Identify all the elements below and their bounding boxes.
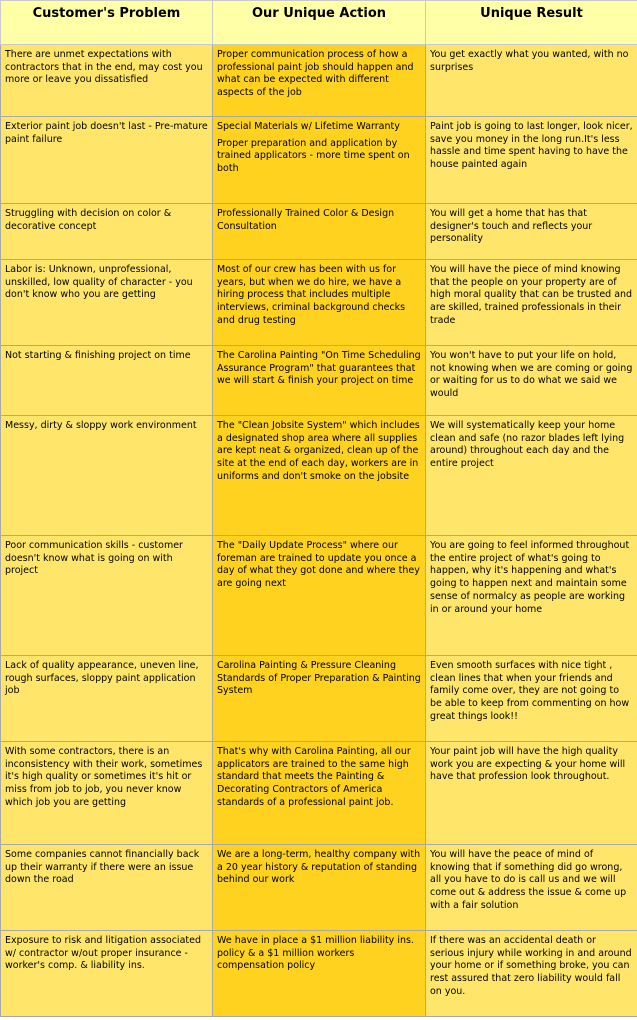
action-text-secondary: Proper preparation and application by trained applicators - more time spent on both <box>217 137 410 175</box>
action-cell <box>213 117 426 204</box>
problem-cell: Messy, dirty & sloppy work environment <box>1 416 213 536</box>
table-row <box>1 742 637 845</box>
result-cell: If there was an accidental death or serious injury while working in and around your home or if something broke, you can rest assured that zero liability would fall on you. <box>426 931 637 1017</box>
action-cell: We have in place a $1 million liability ins. policy & a $1 million workers compensation policy <box>213 931 426 1017</box>
action-cell: The "Daily Update Process" where our foreman are trained to update you once a day of what they got done and where they are going next <box>213 536 426 656</box>
table-row <box>1 536 637 656</box>
action-cell: We are a long-term, healthy company with a 20 year history & reputation of standing behind our work <box>213 845 426 931</box>
problem-cell: Some companies cannot financially back up their warranty if there were an issue down the road <box>1 845 213 931</box>
action-cell: Carolina Painting & Pressure Cleaning Standards of Proper Preparation & Painting System <box>213 656 426 742</box>
table-row <box>1 656 637 742</box>
result-cell: You are going to feel informed throughout the entire project of what's going to happen, why it's happening and what's going to happen next and maintain some sense of normalcy as people are working in or around your home <box>426 536 637 656</box>
action-text: Special Materials w/ Lifetime Warranty <box>217 121 400 132</box>
problem-cell: Poor communication skills - customer doesn't know what is going on with project <box>1 536 213 656</box>
table-row <box>1 117 637 204</box>
result-cell: You will have the peace of mind of knowing that if something did go wrong, all you have to do is call us and we will come out & address the issue & come up with a fair solution <box>426 845 637 931</box>
result-cell: We will systematically keep your home clean and safe (no razor blades left lying around) throughout each day and the entire project <box>426 416 637 536</box>
problem-cell: Lack of quality appearance, uneven line, rough surfaces, sloppy paint application job <box>1 656 213 742</box>
action-cell: Professionally Trained Color & Design Consultation <box>213 204 426 260</box>
header-row <box>1 1 637 45</box>
result-cell: You won't have to put your life on hold, not knowing when we are coming or going or waiting for us to do what we said we would <box>426 346 637 416</box>
result-cell: Even smooth surfaces with nice tight , clean lines that when your friends and family come over, they are not going to be able to keep from commenting on how great things look!! <box>426 656 637 742</box>
result-cell: Your paint job will have the high quality work you are expecting & your home will have that profession look throughout. <box>426 742 637 845</box>
result-cell: You get exactly what you wanted, with no surprises <box>426 45 637 117</box>
problem-cell: Not starting & finishing project on time <box>1 346 213 416</box>
problem-cell: Exposure to risk and litigation associated w/ contractor w/out proper insurance - worker's comp. & liability ins. <box>1 931 213 1017</box>
action-cell: Most of our crew has been with us for years, but when we do hire, we have a hiring process that includes multiple interviews, criminal background checks and drug testing <box>213 260 426 346</box>
table-row <box>1 204 637 260</box>
table-row <box>1 416 637 536</box>
problem-cell: Struggling with decision on color & decorative concept <box>1 204 213 260</box>
table-row <box>1 931 637 1017</box>
action-cell: The Carolina Painting "On Time Scheduling Assurance Program" that guarantees that we will start & finish your project on time <box>213 346 426 416</box>
table-row <box>1 845 637 931</box>
header-unique-result: Unique Result <box>426 1 637 45</box>
action-cell: Proper communication process of how a professional paint job should happen and what can be expected with different aspects of the job <box>213 45 426 117</box>
problem-cell: Exterior paint job doesn't last - Pre-mature paint failure <box>1 117 213 204</box>
problem-cell: With some contractors, there is an inconsistency with their work, sometimes it's high quality or sometimes it's hit or miss from job to job, you never know which job you are getting <box>1 742 213 845</box>
problem-cell: Labor is: Unknown, unprofessional, unskilled, low quality of character - you don't know who you are getting <box>1 260 213 346</box>
problem-cell: There are unmet expectations with contractors that in the end, may cost you more or leave you dissatisfied <box>1 45 213 117</box>
action-cell: The "Clean Jobsite System" which includes a designated shop area where all supplies are kept neat & organized, clean up of the site at the end of each day, workers are in uniforms and don't smoke on the jobsite <box>213 416 426 536</box>
header-customers-problem: Customer's Problem <box>1 1 213 45</box>
result-cell: You will get a home that has that designer's touch and reflects your personality <box>426 204 637 260</box>
table-row <box>1 45 637 117</box>
result-cell: You will have the piece of mind knowing that the people on your property are of high moral quality that can be trusted and are skilled, trained professionals in their trade <box>426 260 637 346</box>
header-our-unique-action: Our Unique Action <box>213 1 426 45</box>
action-cell: That's why with Carolina Painting, all our applicators are trained to the same high standard that meets the Painting & Decorating Contractors of America standards of a professional paint job. <box>213 742 426 845</box>
table-row <box>1 260 637 346</box>
result-cell: Paint job is going to last longer, look nicer, save you money in the long run.It's less hassle and time spent having to have the house painted again <box>426 117 637 204</box>
table-row <box>1 346 637 416</box>
